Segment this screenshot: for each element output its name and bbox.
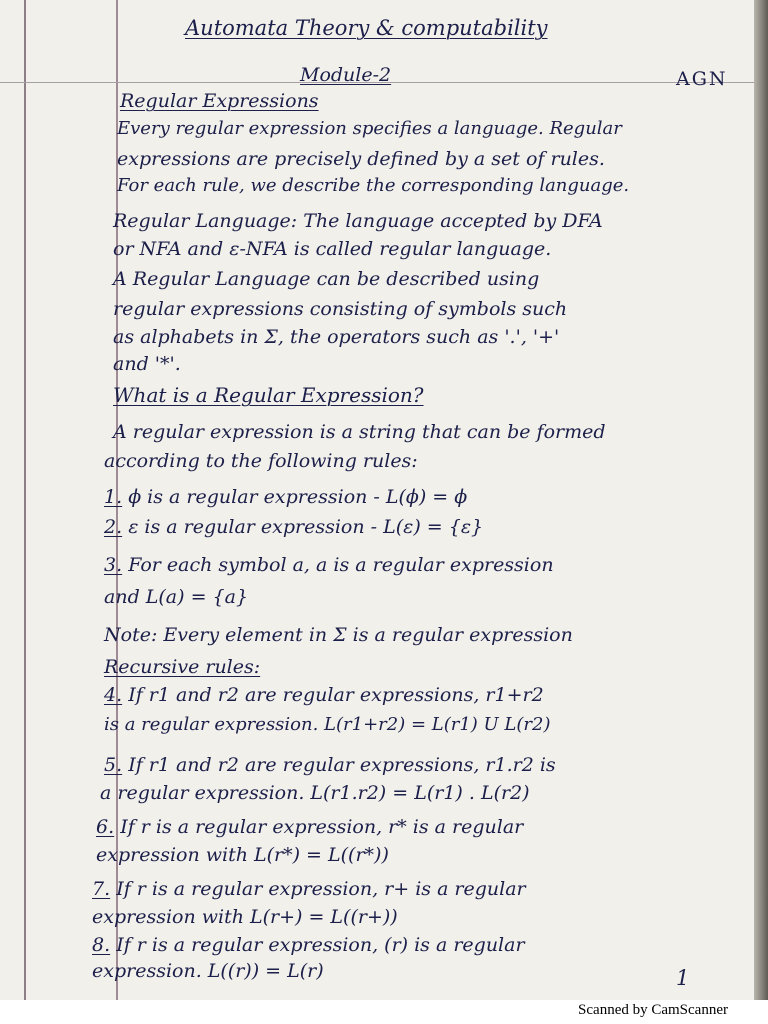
text-line: as alphabets in Σ, the operators such as '.', '+' [113,326,560,348]
text-line: and L(a) = {a} [104,586,249,608]
text-line: a regular expression. L(r1.r2) = L(r1) . L(r2) [100,782,530,804]
page-edge-shadow [754,0,768,1000]
section-heading-what-is-regex: What is a Regular Expression? [113,383,424,407]
note-line: Note: Every element in Σ is a regular expression [104,624,573,646]
rule-3 [104,556,554,575]
rule-text: ϕ is a regular expression - L(ϕ) = ϕ [128,486,468,508]
text-line: Every regular expression specifies a language. Regular [117,118,622,139]
page-title: Automata Theory & computability [185,16,548,40]
rule-text: If r is a regular expression, r* is a regular [120,816,524,838]
definition-regular-language: Regular Language: The language accepted by DFA [113,210,603,232]
page-number: 1 [676,966,690,990]
rule-number: 2. [104,516,123,538]
left-margin-line-outer [24,0,26,1000]
rule-4 [104,686,544,705]
rule-number: 3. [104,554,123,576]
text-line: A regular expression is a string that can be formed [113,421,606,443]
rule-1 [104,488,467,507]
text-line: expression with L(r+) = L((r+)) [92,906,398,928]
rule-text: If r is a regular expression, (r) is a regular [116,934,525,956]
text-line: expression. L((r)) = L(r) [92,960,324,982]
rule-number: 8. [92,934,111,956]
text-line: regular expressions consisting of symbols such [113,298,568,320]
section-heading-regular-expressions: Regular Expressions [120,90,319,112]
rule-text: If r is a regular expression, r+ is a regular [116,878,526,900]
rule-2 [104,518,483,537]
rule-7 [92,880,526,899]
text-line: and '*'. [113,353,181,375]
text-line: A Regular Language can be described using [113,268,540,290]
rule-text: If r1 and r2 are regular expressions, r1+r2 [128,684,544,706]
rule-number: 1. [104,486,123,508]
section-heading-recursive-rules: Recursive rules: [104,656,261,678]
scan-footer [0,1000,768,1024]
rule-text: For each symbol a, a is a regular expression [128,554,554,576]
rule-number: 4. [104,684,123,706]
rule-text: ε is a regular expression - L(ε) = {ε} [128,516,484,538]
module-label: Module-2 [300,64,392,86]
text-line: expression with L(r*) = L((r*)) [96,844,389,866]
rule-6 [96,818,523,837]
rule-number: 7. [92,878,111,900]
scanner-watermark: Scanned by CamScanner [578,1002,728,1018]
rule-5 [104,756,556,775]
author-initials: AGN [676,68,728,90]
rule-8 [92,936,525,955]
text-line: is a regular expression. L(r1+r2) = L(r1) U L(r2) [104,714,551,735]
rule-number: 5. [104,754,123,776]
text-line: or NFA and ε-NFA is called regular language. [113,238,552,260]
rule-text: If r1 and r2 are regular expressions, r1.r2 is [128,754,556,776]
text-line: expressions are precisely defined by a set of rules. [117,148,605,170]
text-line: For each rule, we describe the corresponding language. [117,175,630,196]
rule-number: 6. [96,816,115,838]
text-line: according to the following rules: [104,450,418,472]
